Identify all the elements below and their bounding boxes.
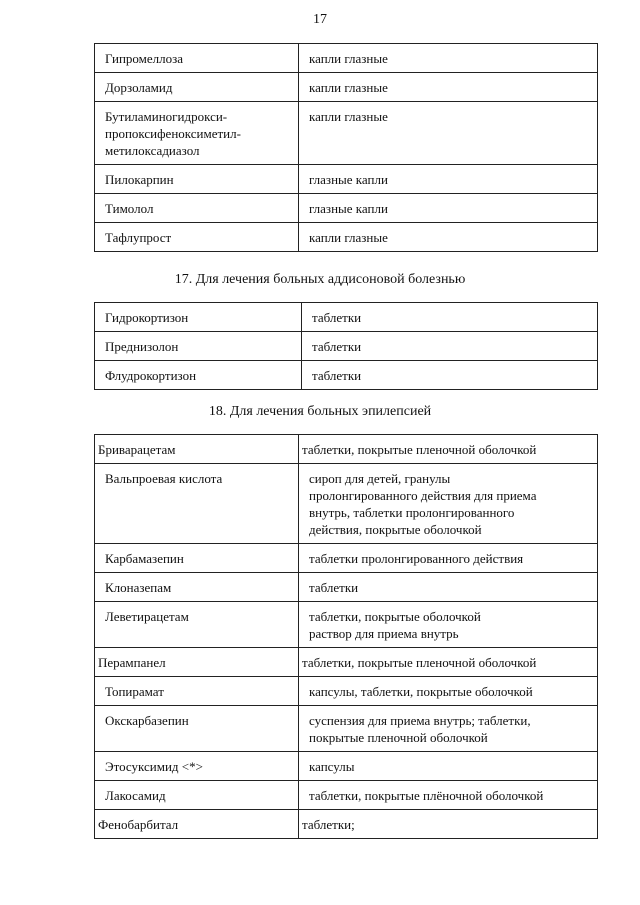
dosage-form: таблетки xyxy=(302,361,598,390)
dosage-form: таблетки, покрытые пленочной оболочкой xyxy=(299,648,598,677)
drug-name: Перампанел xyxy=(95,648,299,677)
drug-name: Топирамат xyxy=(95,677,299,706)
eye-drugs-table xyxy=(94,43,598,252)
dosage-form: капли глазные xyxy=(299,44,598,73)
dosage-form: сироп для детей, гранулы пролонгированного действия для приема внутрь, таблетки пролонгированного действия, покрытые оболочкой xyxy=(299,464,598,544)
drug-name: Гипромеллоза xyxy=(95,44,299,73)
table-row xyxy=(95,544,598,573)
table-row xyxy=(95,781,598,810)
table-row xyxy=(95,602,598,648)
dosage-form: таблетки xyxy=(302,303,598,332)
dosage-form: капсулы, таблетки, покрытые оболочкой xyxy=(299,677,598,706)
table-row xyxy=(95,706,598,752)
dosage-form: суспензия для приема внутрь; таблетки, покрытые пленочной оболочкой xyxy=(299,706,598,752)
drug-name: Флудрокортизон xyxy=(95,361,302,390)
table-row xyxy=(95,44,598,73)
drug-name: Этосуксимид <*> xyxy=(95,752,299,781)
drug-name: Карбамазепин xyxy=(95,544,299,573)
table-row xyxy=(95,810,598,839)
epilepsy-drugs-table xyxy=(94,434,598,839)
drug-name: Бутиламиногидрокси- пропоксифеноксиметил- метилоксадиазол xyxy=(95,102,299,165)
drug-name: Клоназепам xyxy=(95,573,299,602)
table-row xyxy=(95,573,598,602)
table-row xyxy=(95,223,598,252)
table-row xyxy=(95,361,598,390)
table-row xyxy=(95,194,598,223)
section-heading-17: 17. Для лечения больных аддисоновой болезнью xyxy=(174,272,466,287)
dosage-form: глазные капли xyxy=(299,194,598,223)
drug-name: Лакосамид xyxy=(95,781,299,810)
dosage-form: таблетки, покрытые плёночной оболочкой xyxy=(299,781,598,810)
dosage-form: таблетки, покрытые пленочной оболочкой xyxy=(299,435,598,464)
dosage-form: таблетки xyxy=(302,332,598,361)
drug-name: Гидрокортизон xyxy=(95,303,302,332)
dosage-form: капли глазные xyxy=(299,223,598,252)
dosage-form: таблетки, покрытые оболочкой раствор для приема внутрь xyxy=(299,602,598,648)
section-heading-18: 18. Для лечения больных эпилепсией xyxy=(208,404,432,419)
dosage-form: капли глазные xyxy=(299,102,598,165)
table-row xyxy=(95,435,598,464)
table-row xyxy=(95,332,598,361)
table-row xyxy=(95,165,598,194)
dosage-form: таблетки xyxy=(299,573,598,602)
dosage-form: таблетки; xyxy=(299,810,598,839)
table-row xyxy=(95,677,598,706)
drug-name: Тимолол xyxy=(95,194,299,223)
table-row xyxy=(95,102,598,165)
drug-name: Окскарбазепин xyxy=(95,706,299,752)
dosage-form: капсулы xyxy=(299,752,598,781)
table-row xyxy=(95,303,598,332)
drug-name: Леветирацетам xyxy=(95,602,299,648)
dosage-form: таблетки пролонгированного действия xyxy=(299,544,598,573)
dosage-form: глазные капли xyxy=(299,165,598,194)
table-row xyxy=(95,464,598,544)
table-row xyxy=(95,752,598,781)
drug-name: Дорзоламид xyxy=(95,73,299,102)
drug-name: Преднизолон xyxy=(95,332,302,361)
drug-name: Вальпроевая кислота xyxy=(95,464,299,544)
drug-name: Бриварацетам xyxy=(95,435,299,464)
addison-drugs-table xyxy=(94,302,598,390)
drug-name: Пилокарпин xyxy=(95,165,299,194)
drug-name: Фенобарбитал xyxy=(95,810,299,839)
table-row xyxy=(95,73,598,102)
page-number: 17 xyxy=(313,12,327,27)
table-row xyxy=(95,648,598,677)
dosage-form: капли глазные xyxy=(299,73,598,102)
drug-name: Тафлупрост xyxy=(95,223,299,252)
